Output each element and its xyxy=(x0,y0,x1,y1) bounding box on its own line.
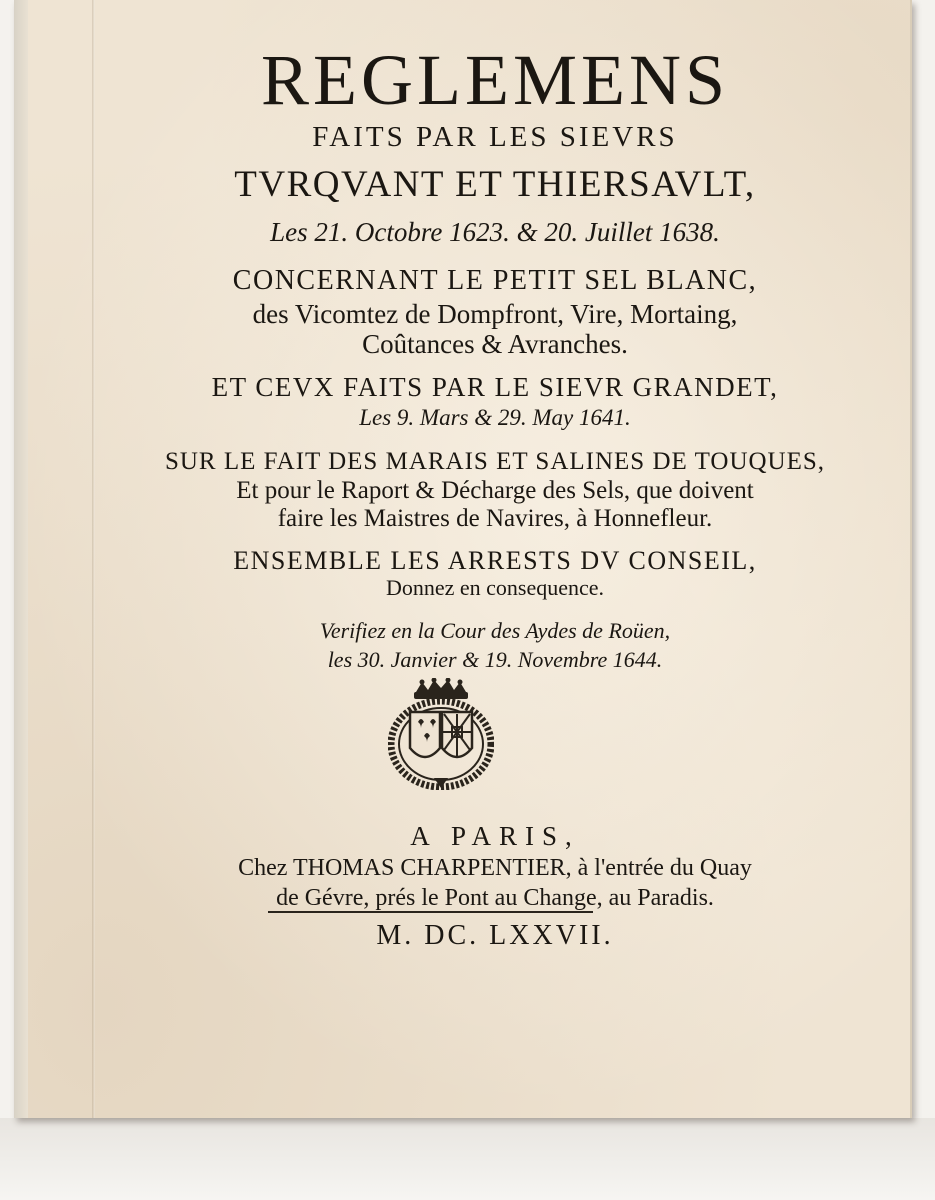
authors-names: TVRQVANT ET THIERSAVLT, xyxy=(234,164,756,205)
dates-second: Les 9. Mars & 29. May 1641. xyxy=(359,405,631,430)
raport-line-1: Et pour le Raport & Décharge des Sels, que doivent xyxy=(236,477,754,504)
scan-background xyxy=(0,1118,935,1200)
imprint-line-1: Chez THOMAS CHARPENTIER, à l'entrée du Quay xyxy=(238,855,752,881)
vicomtez-line-1: des Vicomtez de Dompfront, Vire, Mortaing, xyxy=(252,299,738,329)
imprint-rule xyxy=(268,911,593,913)
donnez-line: Donnez en consequence. xyxy=(385,575,605,600)
page-gutter xyxy=(14,0,28,1118)
ensemble-heading: ENSEMBLE LES ARRESTS DV CONSEIL, xyxy=(233,546,757,575)
sur-heading: SUR LE FAIT DES MARAIS ET SALINES DE TOUQUES, xyxy=(164,448,826,475)
raport-line-2: faire les Maistres de Navires, à Honnefleur. xyxy=(277,505,713,532)
vicomtez-line-2: Coûtances & Avranches. xyxy=(362,329,628,359)
subtitle-line: FAITS PAR LES SIEVRS xyxy=(312,121,678,153)
royal-coat-of-arms-icon xyxy=(388,678,494,790)
document-title: REGLEMENS xyxy=(261,40,729,120)
verifiez-line-1: Verifiez en la Cour des Aydes de Roüen, xyxy=(319,618,671,643)
imprint-city: A PARIS, xyxy=(410,821,580,851)
publication-year: M. DC. LXXVII. xyxy=(376,920,614,951)
dates-first: Les 21. Octobre 1623. & 20. Juillet 1638. xyxy=(270,217,720,247)
ceux-heading: ET CEVX FAITS PAR LE SIEVR GRANDET, xyxy=(211,372,779,402)
imprint-line-2: de Gévre, prés le Pont au Change, au Paradis. xyxy=(276,885,714,911)
verifiez-line-2: les 30. Janvier & 19. Novembre 1644. xyxy=(327,647,663,672)
concernant-heading: CONCERNANT LE PETIT SEL BLANC, xyxy=(232,265,758,296)
